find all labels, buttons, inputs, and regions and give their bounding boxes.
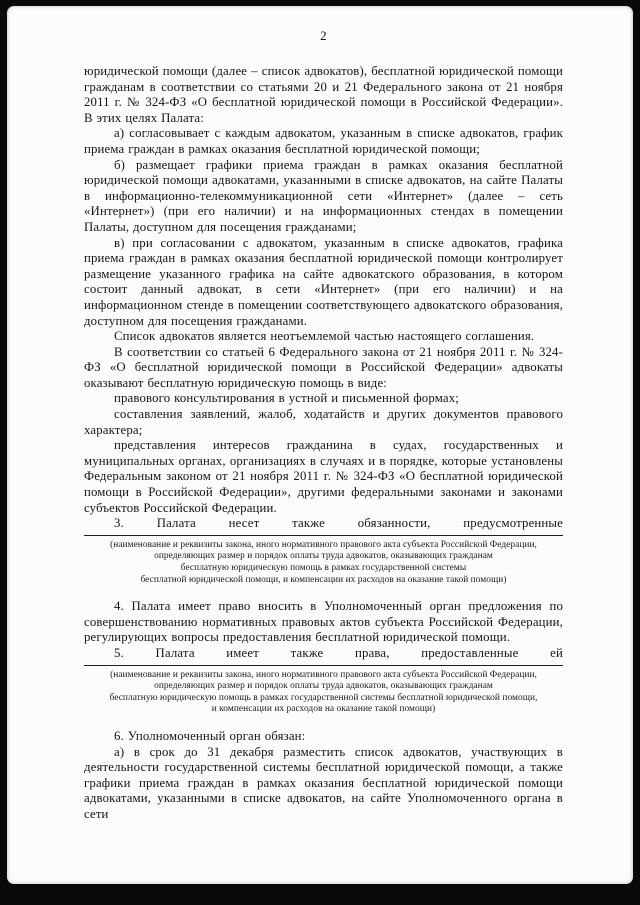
paragraph: б) размещает графики приема граждан в рамках оказания бесплатной юридической помощи адвокатами, указанными в списке адвокатов, на сайте Палаты в информационно-телекоммуникационной сети «Интернет» (далее – сеть «Интернет») (при его наличии) и на информационных стендах в помещении Палаты, доступном для посещения гражданами;: [84, 157, 563, 234]
paragraph: 6. Уполномоченный орган обязан:: [114, 728, 306, 743]
paragraph: составления заявлений, жалоб, ходатайств и других документов правового характера;: [84, 407, 563, 437]
fill-in-paragraph: 5. Палата имеет также права, предоставленные ей: [114, 645, 563, 660]
paragraph: юридической помощи (далее – список адвокатов), бесплатной юридической помощи гражданам в соответствии со статьями 20 и 21 Федерального закона от 21 ноября 2011 г. № 324-ФЗ «О бесплатной юридической помощи в Российской Федерации». В этих целях Палата:: [84, 64, 563, 125]
fill-in-paragraph: 3. Палата несет также обязанности, предусмотренные: [114, 516, 563, 531]
paragraph: представления интересов гражданина в судах, государственных и муниципальных органах, организациях в случаях и в порядке, которые установлены Федеральным законом от 21 ноября 2011 г. № 324-ФЗ «О бесплатной юридической помощи в Российской Федерации», другими федеральными законами и законами субъектов Российской Федерации.: [84, 438, 563, 515]
caption-line: бесплатную юридическую помощь в рамках государственной системы бесплатной юридической помощи,: [109, 692, 538, 703]
page-body: [84, 64, 563, 823]
caption-line: и компенсации их расходов на оказание такой помощи): [211, 704, 436, 715]
page-number: 2: [320, 28, 327, 43]
paragraph: В соответствии со статьей 6 Федерального закона от 21 ноября 2011 г. № 324-ФЗ «О бесплатной юридической помощи в Российской Федерации» адвокаты оказывают бесплатную юридическую помощь в виде:: [84, 344, 563, 390]
paragraph: а) согласовывает с каждым адвокатом, указанным в списке адвокатов, график приема граждан в рамках оказания бесплатной юридической помощи;: [84, 126, 563, 156]
fill-in-caption: [84, 670, 563, 716]
paragraph: в) при согласовании с адвокатом, указанным в списке адвокатов, графика приема граждан в рамках оказания бесплатной юридической помощи контролирует размещение указанного графика на сайте адвокатского образования, в котором состоит данный адвокат, в сети «Интернет» (при его наличии) и на информационном стенде в помещении соответствующего адвокатского образования, доступном для посещения гражданами.: [84, 235, 563, 328]
caption-line: (наименование и реквизиты закона, иного нормативного правового акта субъекта Российской Федерации,: [110, 669, 537, 680]
page-content: [7, 6, 633, 833]
caption-line: определяющих размер и порядок оплаты труда адвокатов, оказывающих гражданам: [154, 681, 493, 692]
fill-in-rule: [84, 665, 563, 666]
fill-in-rule: [84, 535, 563, 536]
paragraph: 4. Палата имеет право вносить в Уполномоченный орган предложения по совершенствованию нормативных правовых актов субъекта Российской Федерации, регулирующих вопросы предоставления бесплатной юридической помощи.: [84, 599, 563, 645]
paragraph: а) в срок до 31 декабря разместить список адвокатов, участвующих в деятельности государственной системы бесплатной юридической помощи, а также графики приема граждан в рамках оказания бесплатной юридической помощи адвокатами, указанными в списке адвокатов, на сайте Уполномоченного органа в сети: [84, 744, 563, 821]
paragraph: Список адвокатов является неотъемлемой частью настоящего соглашения.: [114, 329, 535, 344]
caption-line: бесплатной юридической помощи, и компенсации их расходов на оказание такой помощи): [140, 574, 507, 585]
fill-in-caption: [84, 540, 563, 586]
paragraph: правового консультирования в устной и письменной формах;: [114, 391, 459, 406]
caption-line: (наименование и реквизиты закона, иного нормативного правового акта субъекта Российской Федерации,: [110, 539, 537, 550]
document-page: [7, 6, 633, 884]
caption-line: бесплатную юридическую помощь в рамках государственной системы: [180, 563, 467, 573]
caption-line: определяющих размер и порядок оплаты труда адвокатов, оказывающих гражданам: [154, 551, 493, 562]
